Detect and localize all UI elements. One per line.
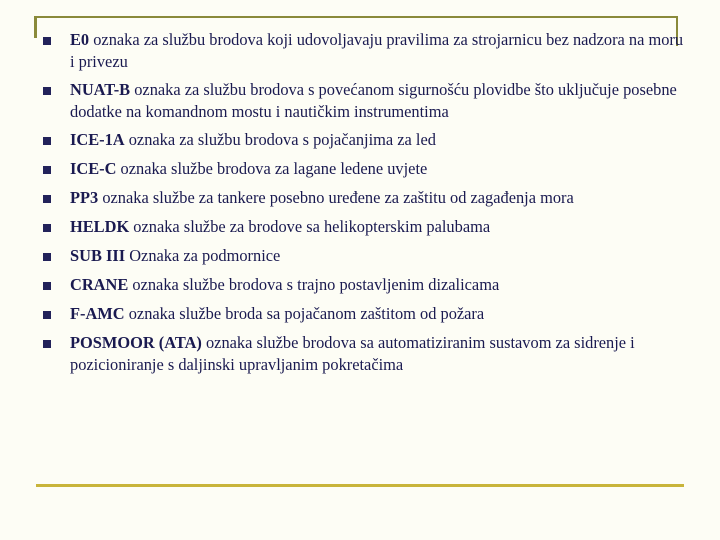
- item-text: Oznaka za podmornice: [125, 246, 281, 265]
- square-bullet-icon: [43, 311, 51, 319]
- list-item: [40, 216, 690, 238]
- bullet-list: [40, 29, 690, 383]
- item-text: oznaka za službu brodova s pojačanjima za led: [124, 130, 436, 149]
- item-text: oznaka službe brodova s trajno postavljenim dizalicama: [128, 275, 500, 294]
- item-text: oznaka službe za tankere posebno uređene za zaštitu od zagađenja mora: [98, 188, 574, 207]
- list-item: [40, 79, 690, 123]
- item-code: E0: [70, 30, 90, 49]
- list-item: [40, 274, 690, 296]
- item-text: oznaka službe brodova sa automatiziranim sustavom za sidrenje i pozicioniranje s daljinski upravljanim pokretačima: [70, 333, 635, 374]
- list-item: [40, 332, 690, 376]
- item-code: CRANE: [70, 275, 129, 294]
- frame-left-line: [34, 16, 37, 38]
- list-item: [40, 245, 690, 267]
- square-bullet-icon: [43, 37, 51, 45]
- bottom-rule: [36, 484, 684, 487]
- item-code: F-AMC: [70, 304, 125, 323]
- list-item: [40, 158, 690, 180]
- list-item: [40, 187, 690, 209]
- item-text: oznaka službe brodova za lagane ledene uvjete: [116, 159, 428, 178]
- list-item: [40, 303, 690, 325]
- item-text: oznaka za službu brodova koji udovoljavaju pravilima za strojarnicu bez nadzora na moru i privezu: [70, 30, 684, 71]
- square-bullet-icon: [43, 137, 51, 145]
- item-code: PP3: [70, 188, 99, 207]
- item-code: HELDK: [70, 217, 130, 236]
- square-bullet-icon: [43, 224, 51, 232]
- item-code: SUB III: [70, 246, 126, 265]
- square-bullet-icon: [43, 282, 51, 290]
- square-bullet-icon: [43, 340, 51, 348]
- list-item: [40, 29, 690, 73]
- item-code: ICE-C: [70, 159, 117, 178]
- item-text: oznaka za službu brodova s povećanom sigurnošću plovidbe što uključuje posebne dodatke na komandnom mostu i nautičkim instrumentima: [70, 80, 677, 121]
- item-text: oznaka službe za brodove sa helikopterskim palubama: [129, 217, 491, 236]
- square-bullet-icon: [43, 195, 51, 203]
- item-code: ICE-1A: [70, 130, 125, 149]
- item-text: oznaka službe broda sa pojačanom zaštitom od požara: [124, 304, 485, 323]
- square-bullet-icon: [43, 87, 51, 95]
- square-bullet-icon: [43, 253, 51, 261]
- list-item: [40, 129, 690, 151]
- frame-top-line: [34, 16, 678, 18]
- item-code: POSMOOR (ATA): [70, 333, 202, 352]
- square-bullet-icon: [43, 166, 51, 174]
- item-code: NUAT-B: [70, 80, 131, 99]
